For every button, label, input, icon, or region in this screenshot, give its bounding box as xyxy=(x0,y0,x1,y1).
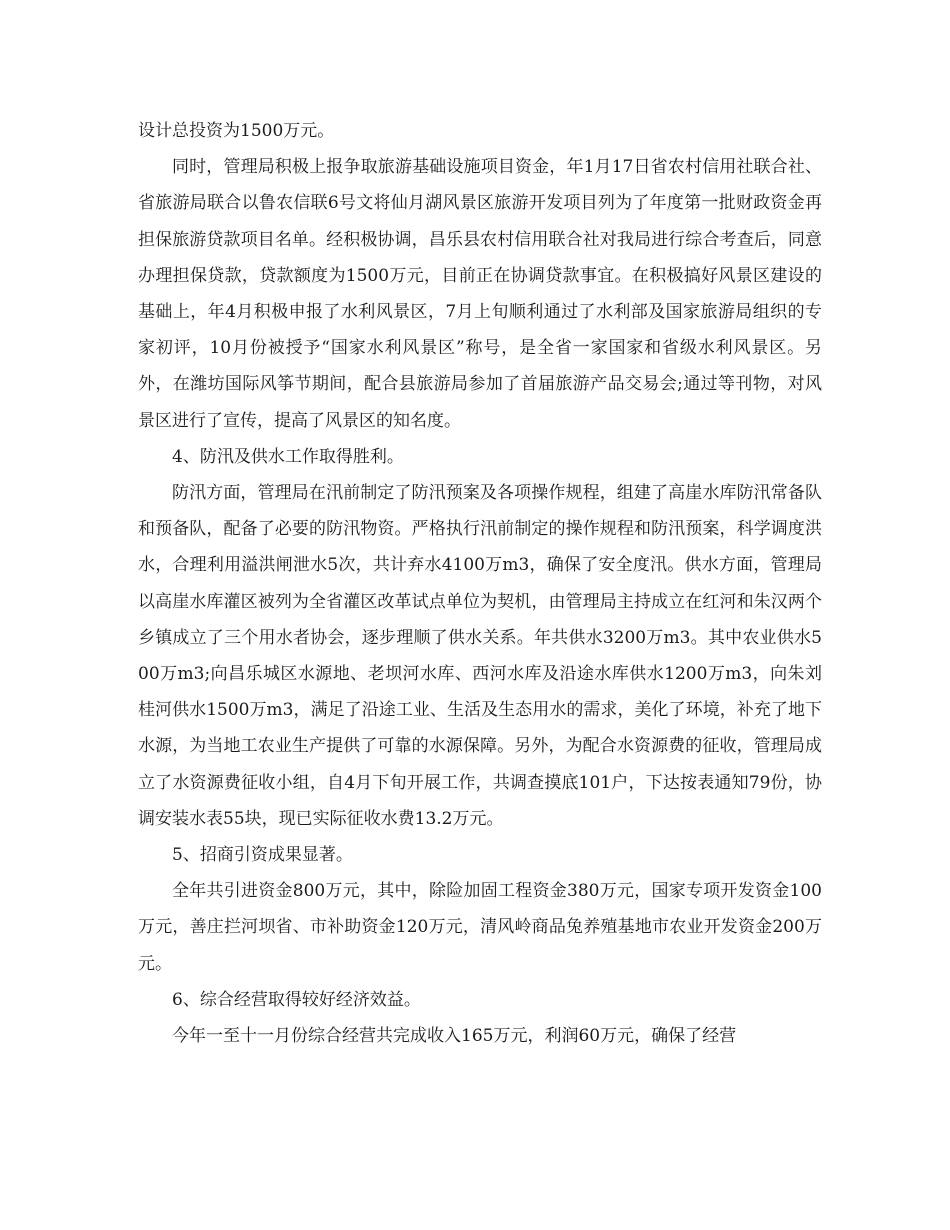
paragraph-operations: 今年一至十一月份综合经营共完成收入165万元，利润60万元，确保了经营 xyxy=(172,1026,737,1047)
paragraph-investment-total: 设计总投资为1500万元。 xyxy=(138,121,335,141)
section-heading-investment: 5、招商引资成果显著。 xyxy=(172,845,353,866)
section-heading-flood-control: 4、防汛及供水工作取得胜利。 xyxy=(172,446,404,467)
paragraph-tourism-funding: 同时，管理局积极上报争取旅游基础设施项目资金，年1月17日省农村信用社联合社、省旅游局联合以鲁农信联6号文将仙月湖风景区旅游开发项目列为了年度第一批财政资金再担保旅游贷款项目名单。经积极协调，昌乐县农村信用联合社对我局进行综合考查后，同意办理担保贷款，贷款额度为1500万元，目前正在协调贷款事宜。在积极搞好风景区建设的基础上，年4月积极申报了水利风景区，7月上旬顺利通过了水利部及国家旅游局组织的专家初评，10月份被授予“国家水利风景区”称号，是全省一家国家和省级水利风景区。另外，在潍坊国际风筝节期间，配合县旅游局参加了首届旅游产品交易会;通过等刊物，对风景区进行了宣传，提高了风景区的知名度。 xyxy=(138,157,822,431)
paragraph-investment: 全年共引进资金800万元，其中，除险加固工程资金380万元，国家专项开发资金100万元，善庄拦河坝省、市补助资金120万元，清风岭商品兔养殖基地市农业开发资金200万元。 xyxy=(138,881,822,974)
section-heading-operations: 6、综合经营取得较好经济效益。 xyxy=(172,989,421,1010)
paragraph-flood-control: 防汛方面，管理局在汛前制定了防汛预案及各项操作规程，组建了高崖水库防汛常备队和预备队，配备了必要的防汛物资。严格执行汛前制定的操作规程和防汛预案，科学调度洪水，合理利用溢洪闸泄水5次，共计弃水4100万m3，确保了安全度汛。供水方面，管理局以高崖水库灌区被列为全省灌区改革试点单位为契机，由管理局主持成立在红河和朱汉两个乡镇成立了三个用水者协会，逐步理顺了供水关系。年共供水3200万m3。其中农业供水500万m3;向昌乐城区水源地、老坝河水库、西河水库及沿途水库供水1200万m3，向朱刘桂河供水1500万m3，满足了沿途工业、生活及生态用水的需求，美化了环境，补充了地下水源，为当地工农业生产提供了可靠的水源保障。另外，为配合水资源费的征收，管理局成立了水资源费征收小组，自4月下旬开展工作，共调查摸底101户，下达按表通知79份，协调安装水表55块，现已实际征收水费13.2万元。 xyxy=(138,483,822,829)
